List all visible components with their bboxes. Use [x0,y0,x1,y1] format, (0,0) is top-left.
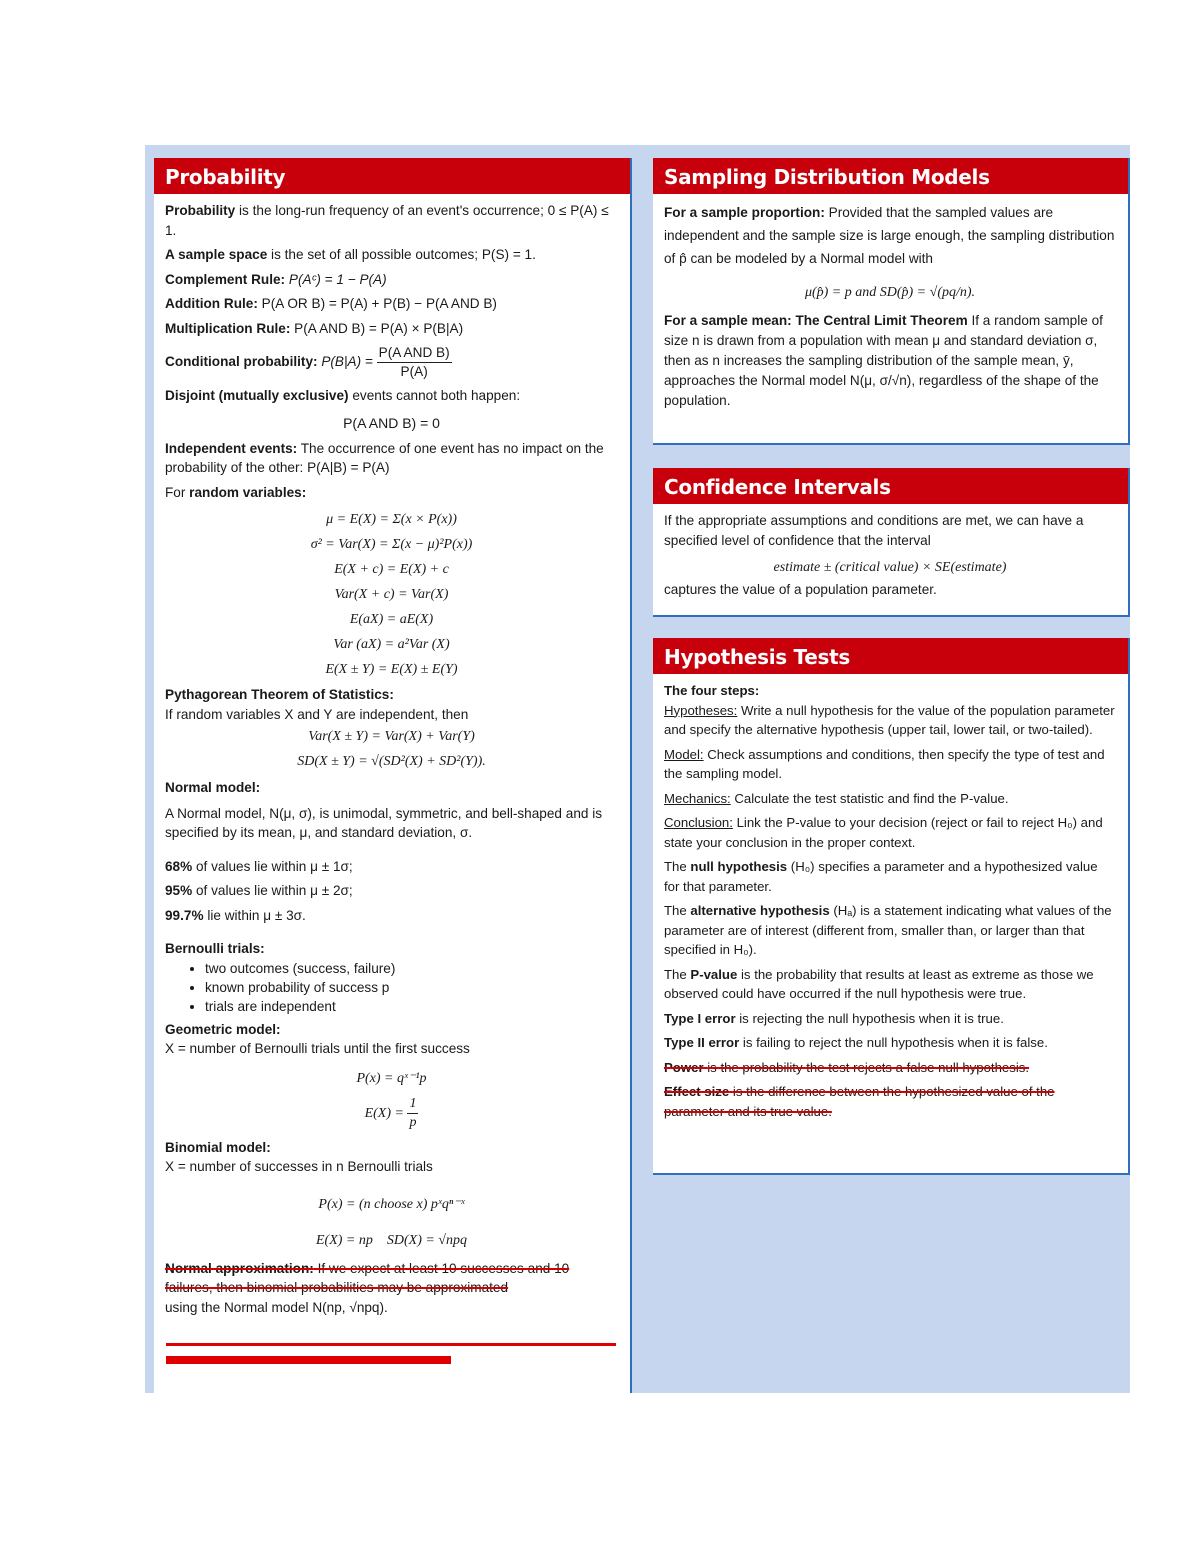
term: alternative hypothesis [690,903,830,918]
probability-body [154,194,630,1317]
step-mechanics [664,789,1116,809]
effect-size [664,1082,1116,1121]
equation: SD(X ± Y) = √(SD²(X) + SD²(Y)). [297,754,486,769]
sampling-body [653,194,1128,411]
step-conclusion [664,813,1116,852]
text: of values lie within μ ± 2σ; [196,883,353,898]
sample-space [165,245,618,265]
lhs: E(X) = [364,1105,404,1121]
equation: Var(X ± Y) = Var(X) + Var(Y) [308,729,475,744]
step-hypotheses [664,701,1116,740]
confidence-body [653,504,1128,600]
equation: μ = E(X) = Σ(x × P(x)) [326,512,457,527]
normal-approximation-tail: using the Normal model N(np, √npq). [165,1299,388,1315]
term: Disjoint (mutually exclusive) [165,388,349,403]
term: Model: [664,746,704,762]
text: P(Aᶜ) = 1 − P(A) [288,271,387,287]
list-item: • known probability of success p [205,978,618,997]
strikethrough-text [165,1261,569,1296]
equation: E(X + c) = E(X) + c [334,562,449,577]
pct: 99.7% [165,907,204,923]
p-value [664,965,1116,1004]
term: The four steps: [664,683,760,698]
step-model [664,745,1116,784]
equation: E(aX) = aE(X) [349,612,434,627]
text: Check assumptions and conditions, then specify the type of test and the sampling model. [664,746,1105,781]
denominator: p [409,1114,417,1130]
term: Geometric model: [165,1021,281,1037]
list-item: • two outcomes (success, failure) [205,959,618,978]
sampling-header: Sampling Distribution Models [653,158,1128,194]
text: Calculate the test statistic and find the P-value. [734,790,1009,806]
term: A sample space [165,247,268,262]
geometric-model [165,1020,618,1059]
numerator: 1 [407,1095,418,1114]
conditional-probability [165,344,618,381]
list-item: • trials are independent [205,997,618,1016]
prefix: For [165,484,186,500]
text: The occurrence of one event has no impact on the probability of the other: P(A|B) = P(A) [165,440,604,475]
disjoint-equation: P(A AND B) = 0 [343,414,440,431]
geo-expected-value [165,1094,618,1134]
pre: The [664,859,687,874]
sampling-panel [653,158,1130,445]
four-steps [664,681,1116,701]
probability-header: Probability [154,158,630,194]
confidence-text-2: captures the value of a population parameter. [664,582,937,597]
equation: Var(X + c) = Var(X) [334,587,449,602]
normal-model-heading: Normal model: [165,780,261,795]
term: Mechanics: [664,790,731,806]
text: lie within μ ± 3σ. [207,907,306,923]
confidence-text: If the appropriate assumptions and conditions are met, we can have a specified level of confidence that the interval [664,513,1084,548]
text: P(A AND B) = P(A) × P(B|A) [294,320,464,336]
confidence-equation: estimate ± (critical value) × SE(estimate) [773,560,1007,575]
term: Power [664,1059,704,1075]
text: of values lie within μ ± 1σ; [196,858,353,874]
term: Type I error [664,1010,736,1026]
text: Link the P-value to your decision (reject or fail to reject H₀) and state your conclusion in the proper context. [664,815,1103,850]
normal-model-text: A Normal model, N(μ, σ), is unimodal, symmetric, and bell-shaped and is specified by its mean, μ, and standard deviation, σ. [165,805,603,840]
text: is the probability that results at least as extreme as those we observed could have occurred if the null hypothesis were true. [664,966,1094,1001]
confidence-header: Confidence Intervals [653,468,1128,504]
confidence-panel [653,468,1130,617]
text: is rejecting the null hypothesis when it is true. [739,1010,1004,1026]
normal-approximation [165,1259,618,1298]
text: P(A OR B) = P(A) + P(B) − P(A AND B) [261,296,497,311]
text: is the probability the test rejects a false null hypothesis. [707,1059,1030,1075]
power [664,1058,1116,1078]
term: null hypothesis [690,859,788,874]
text: is the difference between the hypothesized value of the parameter and its true value. [664,1084,1055,1119]
binom-equation: P(x) = (n choose x) pˣqⁿ⁻ˣ [318,1196,465,1212]
rule-68 [165,857,618,877]
text: Write a null hypothesis for the value of the population parameter and specify the alternative hypothesis (upper tail, lower tail, or two-tailed). [664,702,1115,737]
fraction [377,344,452,381]
alternative-hypothesis [664,901,1116,960]
multiplication-rule [165,319,618,339]
fraction [407,1095,418,1132]
rule-997 [165,906,618,926]
red-pen-mark [166,1343,616,1346]
term: Effect size [664,1084,730,1099]
term: Binomial model: [165,1139,271,1155]
pct: 95% [165,883,193,898]
text: If a random sample of size n is drawn from a population with mean μ and standard deviation σ, then as n increases the sampling distribution of the sample mean, ȳ, approaches the Normal model N(μ, σ/√n), regardless of the shape of the population. [664,313,1103,408]
null-hypothesis [664,857,1116,896]
sample-proportion [664,201,1116,270]
text: (H₀) specifies a parameter and a hypothesized value for that parameter. [664,859,1098,894]
probability-definition [165,201,618,240]
rv-equations [165,507,618,682]
term: For a sample proportion: [664,205,825,220]
term: Probability [165,203,236,218]
type-2-error [664,1033,1116,1053]
text: events cannot both happen: [352,388,521,403]
term: Conditional probability: [165,354,318,370]
numerator: P(A AND B) [377,344,452,363]
term: P-value [690,966,738,982]
term: random variables: [189,484,307,500]
term: Independent events: [165,440,298,456]
independent-events [165,439,618,478]
term: For a sample mean: The Central Limit Theorem [664,313,968,328]
text: is the long-run frequency of an event's occurrence; 0 ≤ P(A) ≤ 1. [165,203,609,238]
hypothesis-header: Hypothesis Tests [653,638,1128,674]
complement-rule [165,270,618,290]
lhs: P(B|A) = [321,354,373,370]
term: Complement Rule: [165,271,286,287]
bernoulli-heading: Bernoulli trials: [165,941,265,956]
text: X = number of Bernoulli trials until the first success [165,1041,470,1056]
term: Normal approximation: [165,1260,314,1276]
text: is failing to reject the null hypothesis when it is false. [742,1035,1048,1050]
pre: The [664,966,687,982]
cheat-sheet [145,145,1130,1393]
equation: σ² = Var(X) = Σ(x − μ)²P(x)) [310,537,473,552]
disjoint [165,386,618,406]
hypothesis-body [653,674,1128,1121]
proportion-equation: μ(p̂) = p and SD(p̂) = √(pq/n). [804,285,976,300]
text: If random variables X and Y are independent, then [165,706,469,722]
equation: Var (aX) = a²Var (X) [333,637,450,652]
random-variables [165,483,618,503]
probability-panel [154,158,632,1393]
binomial-model [165,1138,618,1177]
binom-moments: E(X) = np SD(X) = √npq [316,1232,467,1248]
text: Provided that the sampled values are independent and the sample size is large enough, the sampling distribution of p̂ can be modeled by a Normal model with [664,205,1115,266]
text: is the set of all possible outcomes; P(S) = 1. [271,247,536,262]
denominator: P(A) [400,364,428,379]
pct: 68% [165,858,193,874]
text: If we expect at least 10 successes and 10 failures, then binomial probabilities may be approximated [165,1260,570,1295]
type-1-error [664,1009,1116,1029]
term: Addition Rule: [165,296,258,311]
term: Conclusion: [664,815,733,830]
bernoulli-list [165,959,618,1016]
equation: E(X ± Y) = E(X) ± E(Y) [325,662,458,677]
term: Type II error [664,1035,740,1050]
pre: The [664,903,687,918]
addition-rule [165,294,618,314]
text: X = number of successes in n Bernoulli trials [165,1159,433,1174]
text: (Hₐ) is a statement indicating what values of the parameter are of interest (different from, smaller than, or larger than that specified in H₀). [664,903,1112,957]
spacer [165,848,618,857]
term: Multiplication Rule: [165,320,291,336]
hypothesis-panel [653,638,1130,1175]
term: Pythagorean Theorem of Statistics: [165,687,394,702]
rule-95 [165,881,618,901]
pythagorean-theorem [165,685,618,724]
term: Hypotheses: [664,702,738,718]
sample-mean [664,311,1116,411]
geo-equation: P(x) = qˣ⁻¹p [356,1070,427,1086]
spacer [165,930,618,939]
red-pen-mark [166,1356,451,1364]
